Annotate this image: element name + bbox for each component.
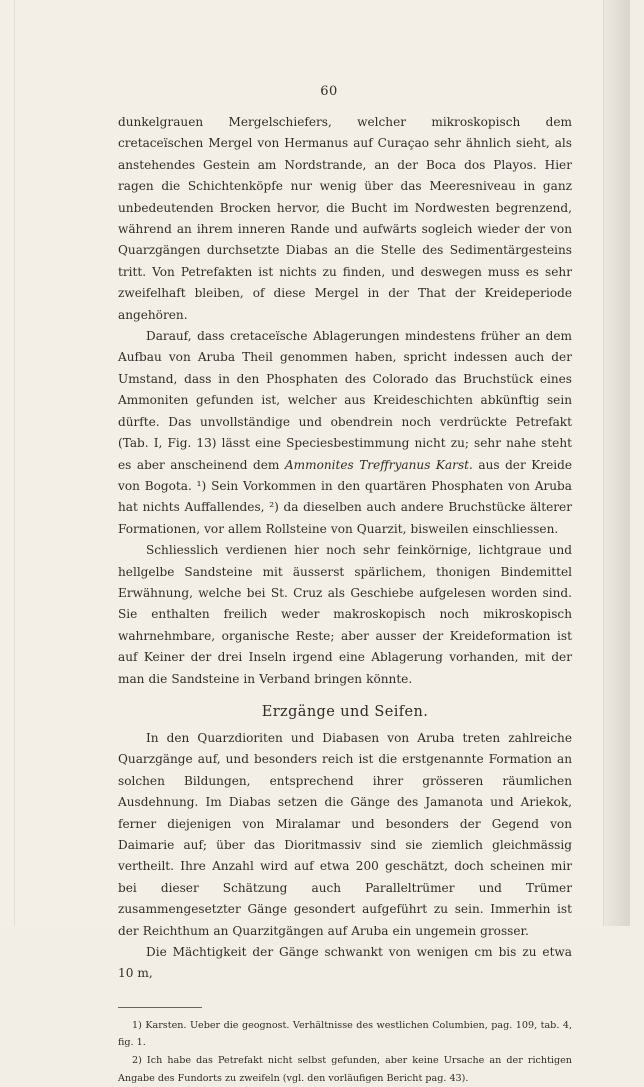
text-body <box>118 112 572 1087</box>
paragraph-ammonite <box>118 326 572 540</box>
page-edge-shadow <box>603 0 630 926</box>
page-number: 60 <box>320 84 338 99</box>
footnote-2: 2) Ich habe das Petrefakt nicht selbst gefunden, aber keine Ursache an der richtigen Angabe des Fundorts zu zweifeln (vgl. den vorläufigen Bericht pag. 43). <box>118 1055 572 1084</box>
paragraph-continued: dunkelgrauen Mergelschiefers, welcher mikroskopisch dem cretaceïschen Mergel von Hermanus auf Curaçao sehr ähnlich sieht, als anstehendes Gestein am Nordstrande, an der Boca dos Playos. Hier ragen die Schichtenköpfe nur wenig über das Meeresniveau in ganz unbedeutenden Brocken hervor, die Bucht im Nordwesten begrenzend, während an ihrem inneren Rande und aufwärts sogleich wieder der von Quarzgängen durchsetzte Diabas an die Stelle des Sedimentärgesteins tritt. Von Petrefakten ist nichts zu finden, und deswegen muss es sehr zweifelhaft bleiben, of diese Mergel in der That der Kreideperiode angehören. <box>118 115 572 322</box>
footnote-separator <box>118 1007 202 1008</box>
footnote-1: 1) Karsten. Ueber die geognost. Verhältnisse des westlichen Columbien, pag. 109, tab. 4, fig. 1. <box>118 1019 572 1049</box>
paragraph-sandstone: Schliesslich verdienen hier noch sehr feinkörnige, lichtgraue und hellgelbe Sandsteine mit äusserst spärlichem, thonigen Bindemittel Erwähnung, welche bei St. Cruz als Geschiebe aufgelesen worden sind. Sie enthalten freilich weder makroskopisch noch mikroskopisch wahrnehmbare, organische Reste; aber ausser der Kreideformation ist auf Keiner der drei Inseln irgend eine Ablagerung vorhanden, mit der man die Sandsteine in Verband bringen könnte. <box>118 543 572 686</box>
paragraph-ammonite-after: aus der Kreide von Bogota. ¹) Sein Vorkommen in den quartären Phosphaten von Aruba hat nichts Auffallendes, ²) da dieselben auch andere Bruchstücke älterer Formationen, vor allem Rollsteine von Quarzit, bisweilen einschliessen. <box>118 457 572 536</box>
species-name-italic: Ammonites Treffryanus Karst. <box>284 457 473 472</box>
page-gutter-line <box>14 0 15 926</box>
section-heading: Erzgänge und Seifen. <box>261 703 429 720</box>
paragraph-quartz-veins: In den Quarzdioriten und Diabasen von Aruba treten zahlreiche Quarzgänge auf, und besonders reich ist die erstgenannte Formation an solchen Bildungen, entsprechend ihrer grösseren räumlichen Ausdehnung. Im Diabas setzen die Gänge des Jamanota und Ariekok, ferner diejenigen von Miralamar und besonders der Gegend von Daimarie auf; über das Dioritmassiv sind sie ziemlich gleichmässig vertheilt. Ihre Anzahl wird auf etwa 200 geschätzt, doch scheinen mir bei dieser Schätzung auch Paralleltrümer und Trümer zusammengesetzter Gänge gesondert aufgeführt zu sein. Immerhin ist der Reichthum an Quarzitgängen auf Aruba ein ungemein grosser. <box>118 730 572 938</box>
paragraph-ammonite-before: Darauf, dass cretaceïsche Ablagerungen mindestens früher an dem Aufbau von Aruba Theil genommen haben, spricht indessen auch der Umstand, dass in den Phosphaten des Colorado das Bruchstück eines Ammoniten gefunden ist, welcher aus Kreideschichten abkünftig sein dürfte. Das unvollständige und obendrein noch verdrückte Petrefakt (Tab. I, Fig. 13) lässt eine Speciesbestimmung nicht zu; sehr nahe steht es aber anscheinend dem <box>118 329 572 472</box>
paragraph-vein-thickness: Die Mächtigkeit der Gänge schwankt von wenigen cm bis zu etwa 10 m, <box>118 945 572 981</box>
